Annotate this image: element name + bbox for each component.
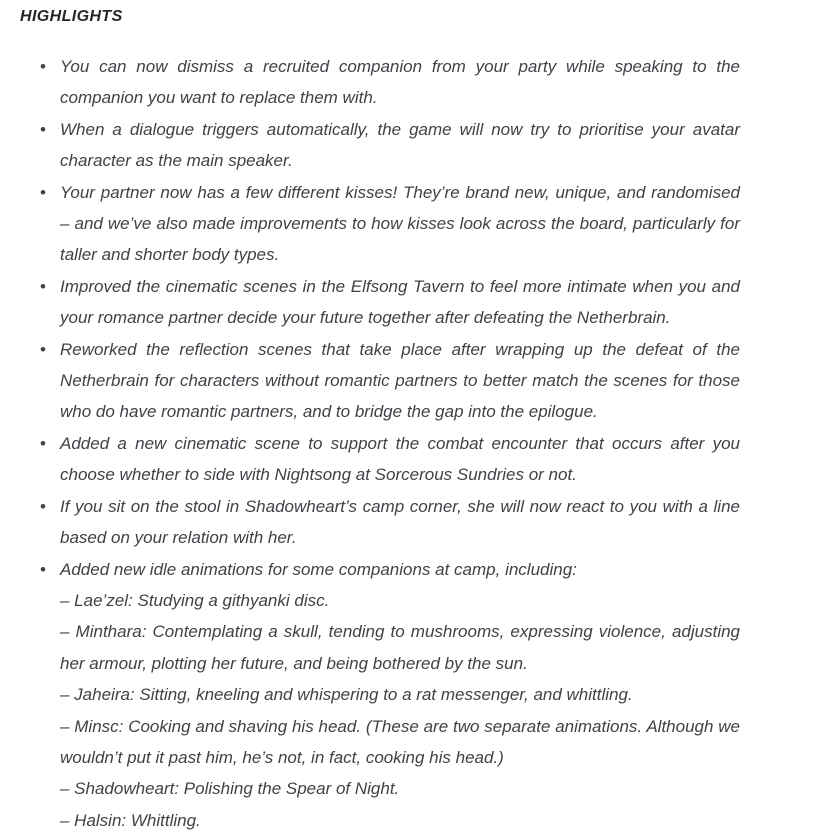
sub-item-text: – Minthara: Contemplating a skull, tending to mushrooms, expressing violence, adjusting her armour, plotting her future, and being bothered by the sun.	[60, 622, 740, 673]
highlights-list	[20, 51, 740, 836]
bullet-marker: •	[40, 276, 46, 296]
list-item-text: Added a new cinematic scene to support the combat encounter that occurs after you choose whether to side with Nightsong at Sorcerous Sundries or not.	[60, 433, 740, 485]
list-item-text: Your partner now has a few different kisses! They’re brand new, unique, and randomised – and we’ve also made improvements to how kisses look across the board, particularly for taller and shorter body types.	[60, 182, 740, 265]
list-item	[40, 491, 740, 554]
list-item-text: Improved the cinematic scenes in the Elfsong Tavern to feel more intimate when you and your romance partner decide your future together after defeating the Netherbrain.	[60, 276, 740, 328]
list-item	[40, 51, 740, 114]
list-item	[40, 271, 740, 334]
list-item-text: Added new idle animations for some companions at camp, including:	[60, 559, 577, 579]
list-item-text: If you sit on the stool in Shadowheart’s camp corner, she will now react to you with a line based on your relation with her.	[60, 496, 740, 548]
sub-item-text: – Shadowheart: Polishing the Spear of Night.	[60, 779, 400, 799]
list-item-text: You can now dismiss a recruited companion from your party while speaking to the companion you want to replace them with.	[60, 57, 740, 108]
highlights-heading: HIGHLIGHTS	[20, 8, 123, 25]
bullet-marker: •	[40, 339, 46, 359]
bullet-marker: •	[40, 496, 46, 516]
sub-item-text: – Lae’zel: Studying a githyanki disc.	[60, 590, 330, 610]
list-item	[40, 428, 740, 491]
sub-item-text: – Minsc: Cooking and shaving his head. (These are two separate animations. Although we wouldn’t put it past him, he’s not, in fact, cooking his head.)	[60, 716, 740, 767]
sub-item-text: – Halsin: Whittling.	[60, 810, 201, 830]
bullet-marker: •	[40, 119, 46, 139]
list-item	[40, 334, 740, 428]
bullet-marker: •	[40, 433, 46, 453]
sub-item-text: – Jaheira: Sitting, kneeling and whispering to a rat messenger, and whittling.	[60, 685, 633, 705]
list-item-text: Reworked the reflection scenes that take place after wrapping up the defeat of the Netherbrain for characters without romantic partners to better match the scenes for those who do have romantic partners, and to bridge the gap into the epilogue.	[60, 339, 740, 422]
bullet-marker: •	[40, 559, 46, 579]
bullet-marker: •	[40, 57, 46, 76]
list-item-text: When a dialogue triggers automatically, the game will now try to prioritise your avatar character as the main speaker.	[60, 119, 740, 171]
bullet-marker: •	[40, 182, 46, 202]
list-item	[40, 554, 740, 837]
list-item	[40, 114, 740, 177]
list-item	[40, 177, 740, 271]
